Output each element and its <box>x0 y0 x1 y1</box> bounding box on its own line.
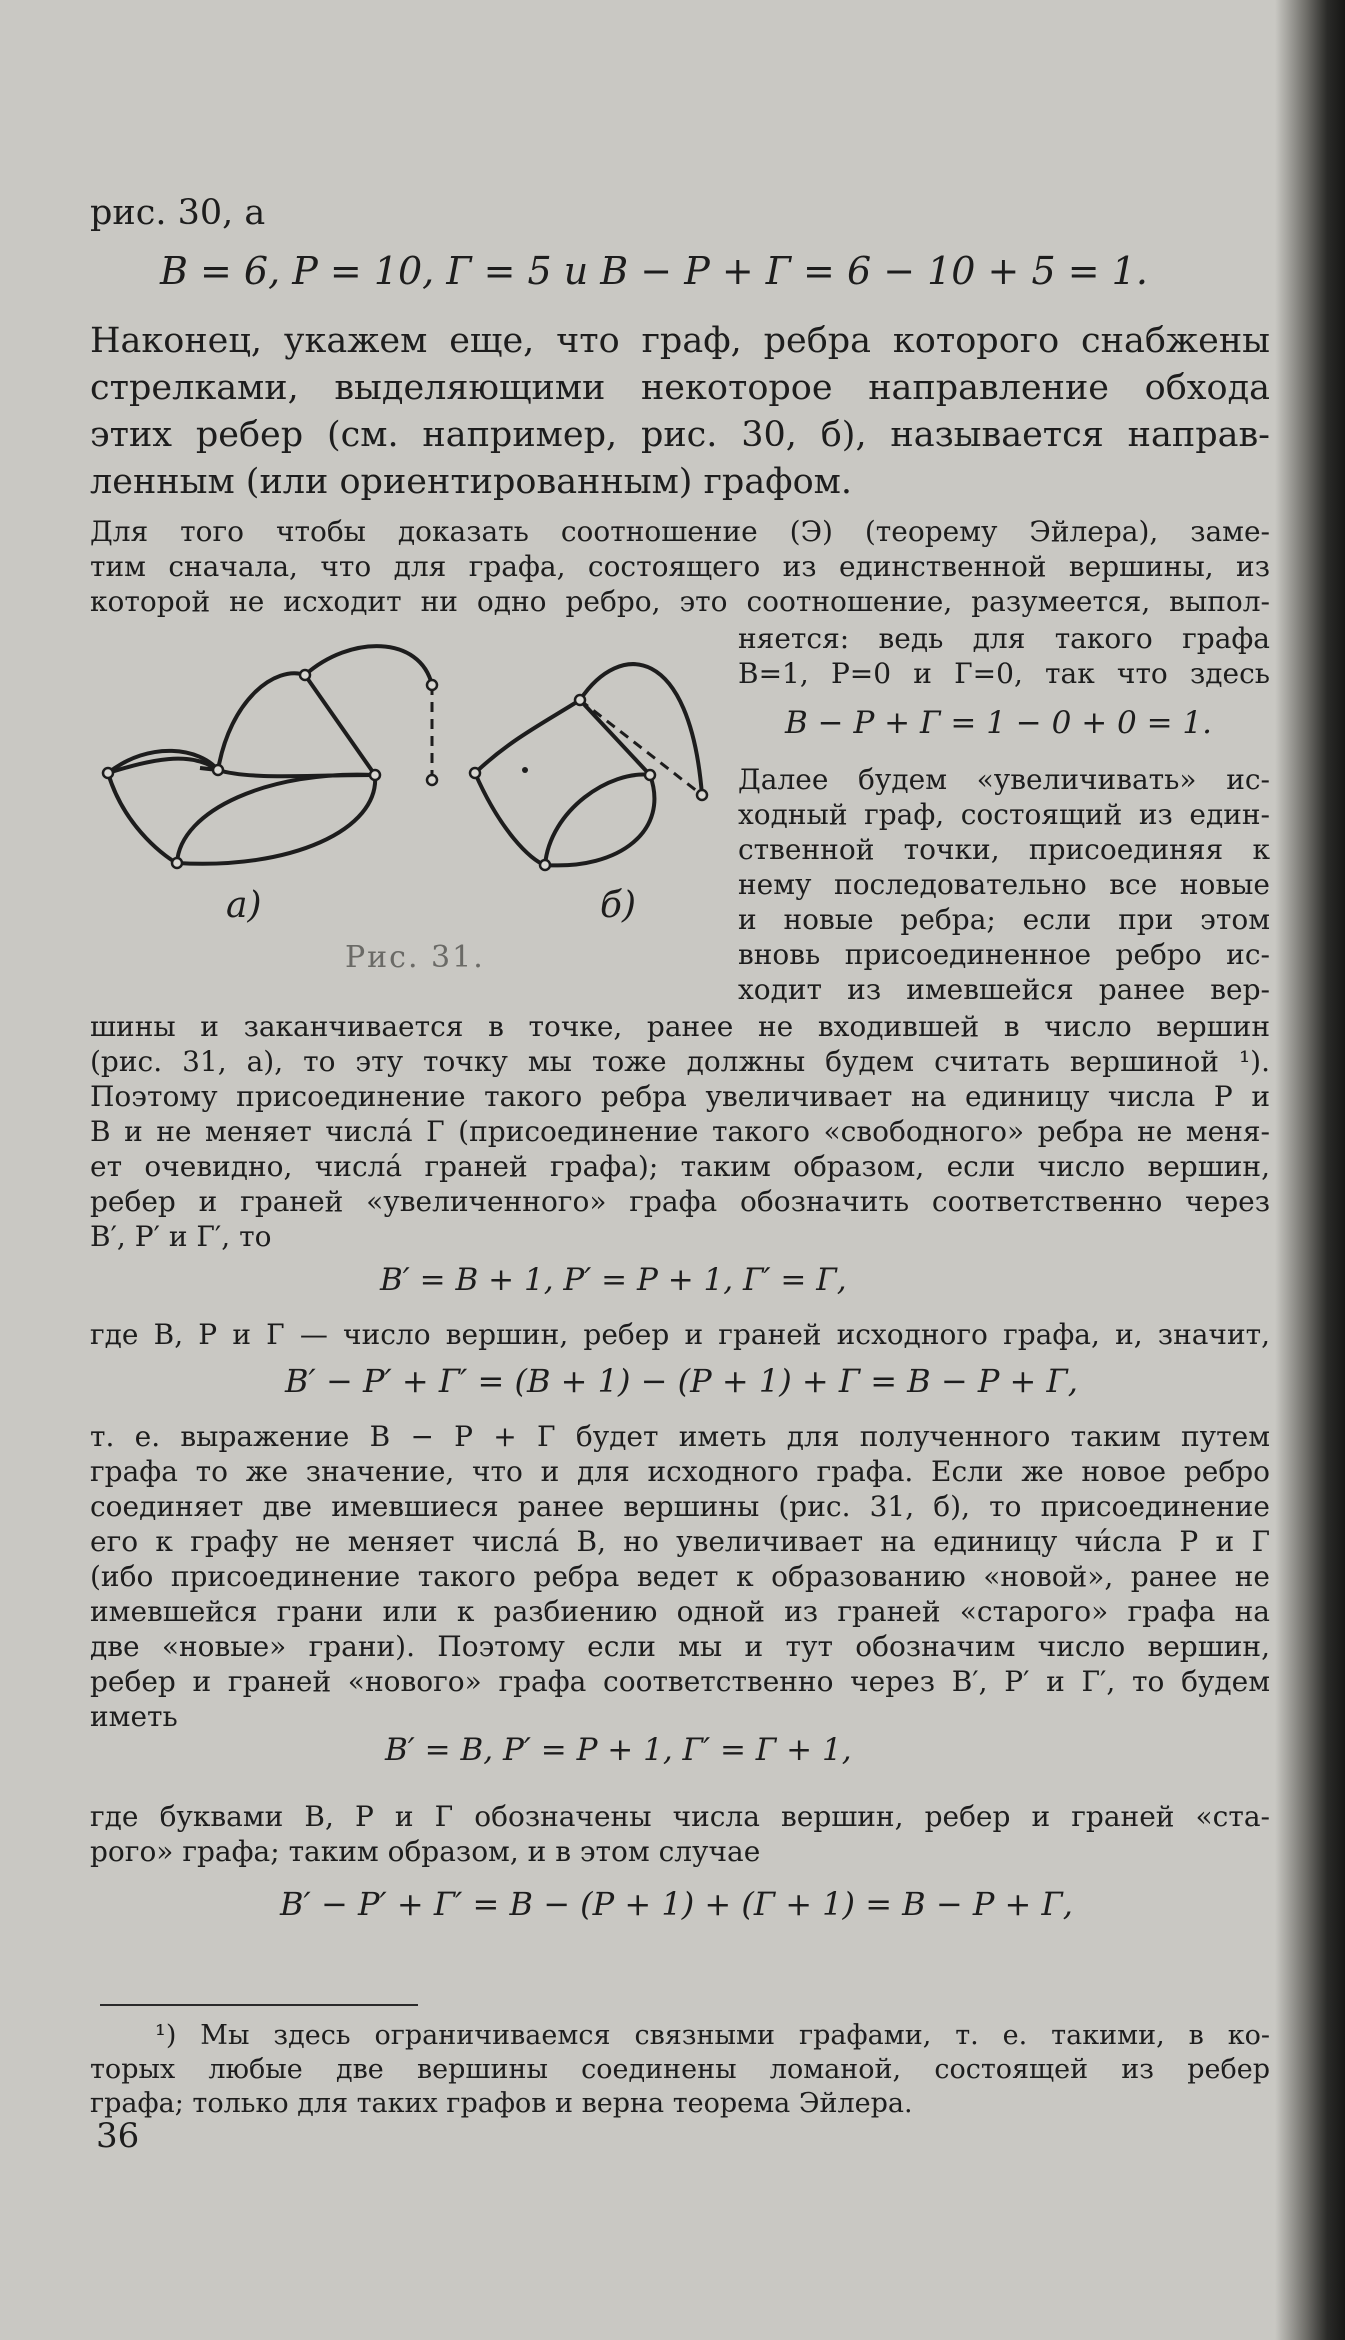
para1-line-2: тим сначала, что для графа, состоящего из единственной вершины, из <box>90 550 1270 583</box>
para2-line-2: (рис. 31, а), то эту точку мы тоже должны будем считать вершиной ¹). <box>90 1045 1270 1078</box>
wrap-line-8: вновь присоединенное ребро ис- <box>738 938 1270 971</box>
figure-label-b: б) <box>600 885 637 926</box>
wrap-line-4: ходный граф, состоящий из един- <box>738 798 1270 831</box>
wrap-line-7: и новые ребра; если при этом <box>738 903 1270 936</box>
graph-a-new-vertex <box>427 775 437 785</box>
para4-formula: В′ = В, Р′ = Р + 1, Г′ = Г + 1, <box>385 1732 852 1768</box>
para5-line-1: где буквами В, Р и Г обозначены числа вершин, ребер и граней «ста- <box>90 1800 1270 1833</box>
para4-line-3: соединяет две имевшиеся ранее вершины (рис. 31, б), то присоединение <box>90 1490 1270 1523</box>
wrap-line-5: ственной точки, присоединяя к <box>738 833 1270 866</box>
book-spine-shadow <box>1275 0 1345 2340</box>
para2-line-5: ет очевидно, числа́ граней графа); таким образом, если число вершин, <box>90 1150 1270 1183</box>
para3-formula: В′ − Р′ + Г′ = (В + 1) − (Р + 1) + Г = В − Р + Г, <box>285 1362 1078 1400</box>
graph-b <box>470 664 707 870</box>
intro-line-2: стрелками, выделяющими некоторое направление обхода <box>90 368 1270 408</box>
graph-a <box>103 646 437 868</box>
para2-line-6: ребер и граней «увеличенного» графа обозначить соответственно через <box>90 1185 1270 1218</box>
para4-line-6: имевшейся грани или к разбиению одной из граней «старого» графа на <box>90 1595 1270 1628</box>
graph-a-vertex <box>213 765 223 775</box>
wrap-line-1: няется: ведь для такого графа <box>738 622 1270 655</box>
para2-line-7: В′, Р′ и Г′, то <box>90 1220 272 1253</box>
para2-line-1: шины и заканчивается в точке, ранее не входившей в число вершин <box>90 1010 1270 1043</box>
graph-a-vertex <box>300 670 310 680</box>
para4-line-5: (ибо присоединение такого ребра ведет к образованию «новой», ранее не <box>90 1560 1270 1593</box>
para1-line-1: Для того чтобы доказать соотношение (Э) (теорему Эйлера), заме- <box>90 515 1270 548</box>
graph-a-vertex <box>172 858 182 868</box>
wrap-line-3: Далее будем «увеличивать» ис- <box>738 763 1270 796</box>
para3-line: где В, Р и Г — число вершин, ребер и граней исходного графа, и, значит, <box>90 1318 1270 1351</box>
graph-a-vertex <box>370 770 380 780</box>
figure-label-a: а) <box>226 885 262 926</box>
para4-line-9: иметь <box>90 1700 178 1733</box>
page-number: 36 <box>96 2116 140 2156</box>
para2-line-4: В и не меняет числа́ Г (присоединение такого «свободного» ребра не меня- <box>90 1115 1270 1148</box>
footnote-line-1: ¹) Мы здесь ограничиваемся связными графами, т. е. такими, в ко- <box>155 2020 1270 2051</box>
intro-line-1: Наконец, укажем еще, что граф, ребра которого снабжены <box>90 321 1270 361</box>
graph-b-vertex <box>470 768 480 778</box>
footnote-line-2: торых любые две вершины соединены ломаной, состоящей из ребер <box>90 2054 1270 2085</box>
wrap-line-9: ходит из имевшейся ранее вер- <box>738 973 1270 1006</box>
footnote-line-3: графа; только для таких графов и верна теорема Эйлера. <box>90 2088 913 2119</box>
euler-example-formula: В = 6, Р = 10, Г = 5 и В − Р + Г = 6 − 10 + 5 = 1. <box>160 249 1148 293</box>
para5-line-2: рого» графа; таким образом, и в этом случае <box>90 1835 761 1868</box>
wrap-formula: В − Р + Г = 1 − 0 + 0 = 1. <box>785 705 1213 741</box>
intro-line-4: ленным (или ориентированным) графом. <box>90 462 853 502</box>
para4-line-4: его к графу не меняет числа́ В, но увеличивает на единицу чи́сла Р и Г <box>90 1525 1270 1558</box>
para4-line-1: т. е. выражение В − Р + Г будет иметь для полученного таким путем <box>90 1420 1270 1453</box>
para2-line-3: Поэтому присоединение такого ребра увеличивает на единицу числа Р и <box>90 1080 1270 1113</box>
graph-a-vertex <box>427 680 437 690</box>
intro-line-3: этих ребер (см. например, рис. 30, б), называется направ- <box>90 415 1270 455</box>
footnote-rule <box>100 2004 418 2006</box>
para4-line-2: графа то же значение, что и для исходного графа. Если же новое ребро <box>90 1455 1270 1488</box>
para4-line-7: две «новые» грани). Поэтому если мы и тут обозначим число вершин, <box>90 1630 1270 1663</box>
graph-b-vertex <box>575 695 585 705</box>
wrap-line-2: В=1, Р=0 и Г=0, так что здесь <box>738 657 1270 690</box>
graph-a-vertex <box>103 768 113 778</box>
graph-b-vertex <box>540 860 550 870</box>
graph-b-vertex <box>697 790 707 800</box>
para2-formula: В′ = В + 1, Р′ = Р + 1, Г′ = Г, <box>380 1262 847 1298</box>
para4-line-8: ребер и граней «нового» графа соответственно через В′, Р′ и Г′, то будем <box>90 1665 1270 1698</box>
figure-reference: рис. 30, а <box>90 193 266 233</box>
graph-b-vertex <box>645 770 655 780</box>
wrap-line-6: нему последовательно все новые <box>738 868 1270 901</box>
para1-line-3: которой не исходит ни одно ребро, это соотношение, разумеется, выпол- <box>90 585 1270 618</box>
para5-formula: В′ − Р′ + Г′ = В − (Р + 1) + (Г + 1) = В − Р + Г, <box>280 1885 1073 1923</box>
figure-caption: Рис. 31. <box>345 940 485 975</box>
